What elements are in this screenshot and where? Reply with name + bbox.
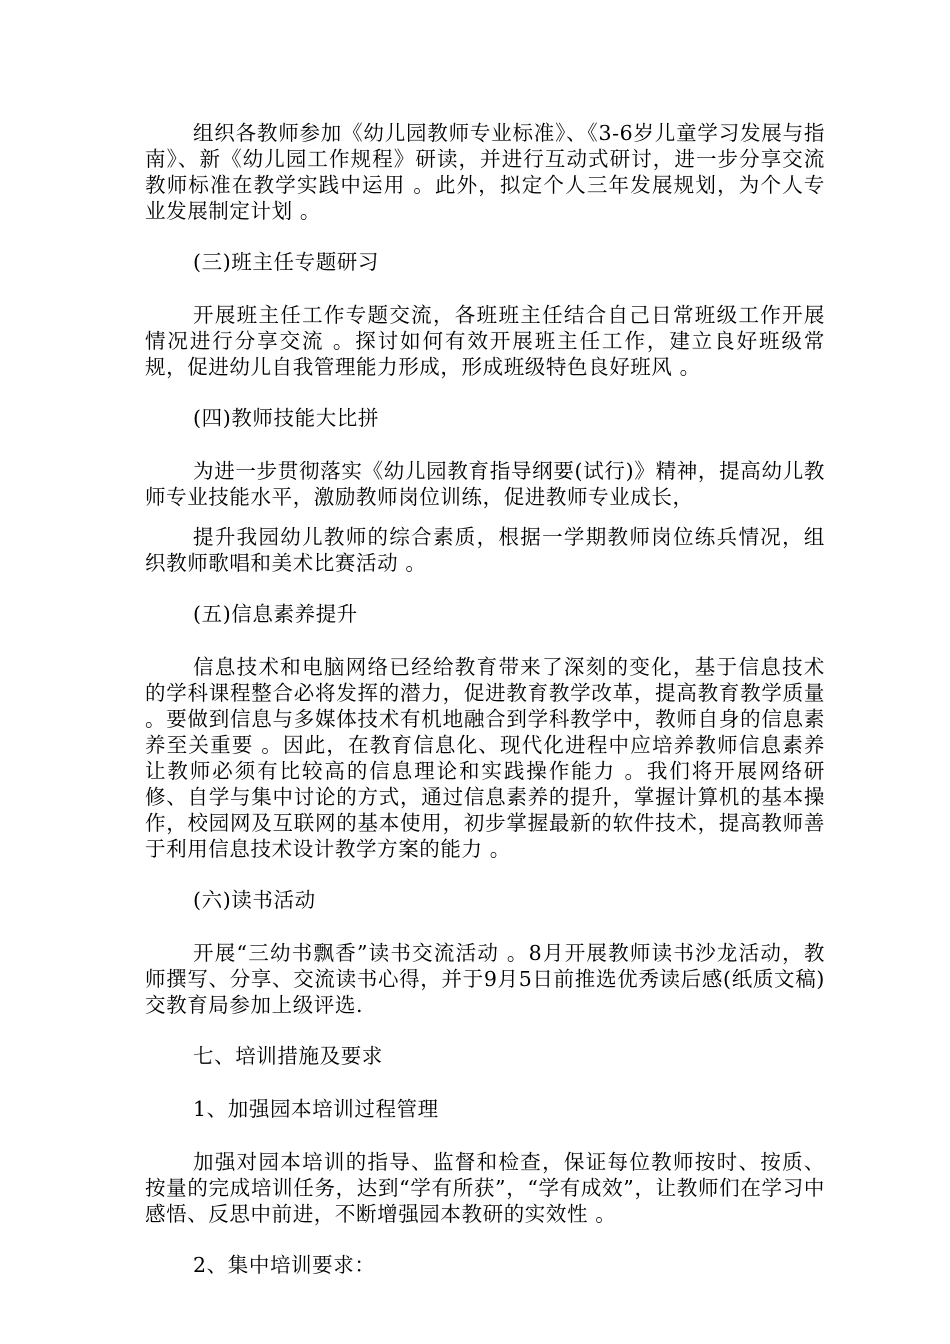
paragraph-process-management: 加强对园本培训的指导、监督和检查，保证每位教师按时、按质、按量的完成培训任务，达到“学有所获”，“学有成效”，让教师们在学习中感悟、反思中前进，不断增强园本教研的实效性 。 [145,1150,825,1226]
paragraph-head-teacher: 开展班主任工作专题交流，各班班主任结合自己日常班级工作开展情况进行分享交流 。探讨如何有效开展班主任工作，建立良好班级常规，促进幼儿自我管理能力形成，形成班级特色良好班风 。 [145,303,825,379]
document-body [145,120,825,1305]
section-heading-measures: 七、培训措施及要求 [193,1044,383,1068]
paragraph-skills-contest-2: 提升我园幼儿教师的综合素质，根据一学期教师岗位练兵情况，组织教师歌唱和美术比赛活动 。 [145,525,825,575]
section-heading-reading: (六)读书活动 [193,888,316,912]
section-heading-skills-contest: (四)教师技能大比拼 [193,406,379,430]
paragraph-teacher-standards: 组织各教师参加《幼儿园教师专业标准》、《3-6岁儿童学习发展与指南》、新《幼儿园工作规程》研读，并进行互动式研讨，进一步分享交流教师标准在教学实践中运用 。此外，拟定个人三年发展规划，为个人专业发展制定计划 。 [145,121,825,223]
paragraph-reading: 开展“三幼书飘香”读书交流活动 。8月开展教师读书沙龙活动，教师撰写、分享、交流读书心得，并于9月5日前推选优秀读后感(纸质文稿)交教育局参加上级评选. [145,941,825,1017]
subheading-centralized-training: 2、集中培训要求： [193,1253,376,1277]
section-heading-info-literacy: (五)信息素养提升 [193,602,358,626]
section-heading-head-teacher: (三)班主任专题研习 [193,250,379,274]
paragraph-info-literacy: 信息技术和电脑网络已经给教育带来了深刻的变化，基于信息技术的学科课程整合必将发挥的潜力，促进教育教学改革，提高教育教学质量 。要做到信息与多媒体技术有机地融合到学科教学中，教师自身的信息素养至关重要 。因此，在教育信息化、现代化进程中应培养教师信息素养让教师必须有比较高的信息理论和实践操作能力 。我们将开展网络研修、自学与集中讨论的方式，通过信息素养的提升，掌握计算机的基本操作，校园网及互联网的基本使用，初步掌握最新的软件技术，提高教师善于利用信息技术设计教学方案的能力 。 [145,655,825,861]
paragraph-skills-contest-1: 为进一步贯彻落实《幼儿园教育指导纲要(试行)》精神，提高幼儿教师专业技能水平，激励教师岗位训练，促进教师专业成长， [145,459,825,509]
subheading-process-management: 1、加强园本培训过程管理 [193,1097,439,1121]
